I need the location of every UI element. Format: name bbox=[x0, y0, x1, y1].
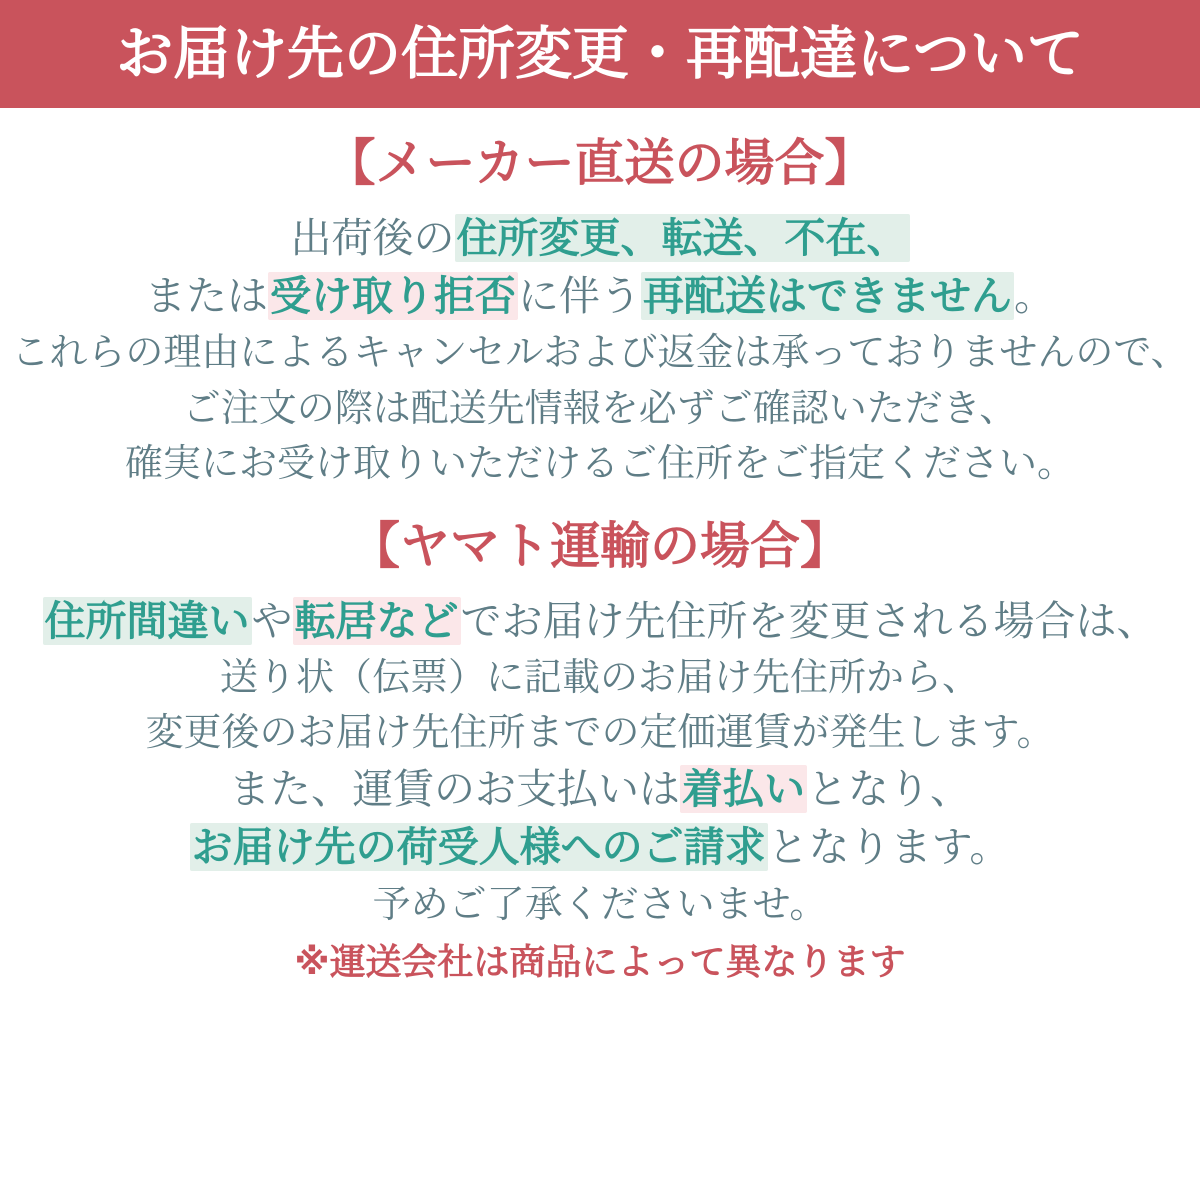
text-segment-highlight: 転居など bbox=[294, 596, 459, 645]
text-segment: となります。 bbox=[767, 823, 1011, 872]
text-segment-highlight: 再配送はできません bbox=[643, 272, 1012, 321]
section-body-yamato bbox=[8, 592, 1192, 932]
section-body-maker-direct bbox=[8, 209, 1192, 491]
notice-line bbox=[8, 381, 1192, 436]
notice-line bbox=[8, 877, 1192, 932]
section-heading-maker-direct: 【メーカー直送の場合】 bbox=[325, 134, 875, 192]
text-segment: また、運賃のお支払いは bbox=[229, 765, 680, 814]
text-segment: となり、 bbox=[807, 765, 971, 814]
text-segment: 出荷後の bbox=[290, 214, 455, 262]
text-segment: これらの理由によるキャンセルおよび返金は承っておりませんので、 bbox=[11, 330, 1189, 375]
notice-line bbox=[8, 650, 1192, 705]
notice-line bbox=[8, 818, 1192, 876]
page-title: お届け先の住所変更・再配達について bbox=[116, 20, 1084, 87]
text-segment: 。 bbox=[1014, 272, 1055, 321]
text-segment: または bbox=[145, 272, 268, 321]
text-segment-highlight: お届け先の荷受人様へのご請求 bbox=[191, 823, 766, 872]
text-segment: ご注文の際は配送先情報を必ずご確認いただき、 bbox=[182, 385, 1018, 430]
header-bar bbox=[0, 0, 1200, 108]
text-segment-highlight: 着払い bbox=[682, 765, 805, 814]
text-segment: 送り状（伝票）に記載のお届け先住所から、 bbox=[219, 654, 980, 699]
text-segment-highlight: 受け取り拒否 bbox=[270, 272, 516, 321]
text-segment-highlight: 住所間違い bbox=[44, 596, 250, 645]
notice-line bbox=[8, 325, 1192, 380]
notice-line bbox=[8, 760, 1192, 818]
text-segment: でお届け先住所を変更される場合は、 bbox=[460, 596, 1158, 645]
notice-line bbox=[8, 209, 1192, 267]
text-segment-highlight: 住所変更、転送、不在、 bbox=[456, 214, 908, 262]
notice-line bbox=[8, 267, 1192, 325]
section-heading-yamato: 【ヤマト運輸の場合】 bbox=[350, 516, 850, 575]
notice-line bbox=[8, 436, 1192, 491]
notice-line bbox=[8, 705, 1192, 760]
notice-content bbox=[0, 136, 1200, 986]
notice-line bbox=[8, 592, 1192, 650]
text-segment: や bbox=[251, 596, 293, 645]
text-segment: 予めご了承くださいませ。 bbox=[372, 881, 828, 926]
text-segment: 確実にお受け取りいただけるご住所をご指定ください。 bbox=[124, 440, 1075, 485]
text-segment: に伴う bbox=[518, 272, 641, 321]
text-segment: 変更後のお届け先住所までの定価運賃が発生します。 bbox=[145, 710, 1055, 755]
footer-note: ※運送会社は商品によって異なります bbox=[294, 941, 906, 983]
spacer bbox=[8, 932, 1192, 940]
